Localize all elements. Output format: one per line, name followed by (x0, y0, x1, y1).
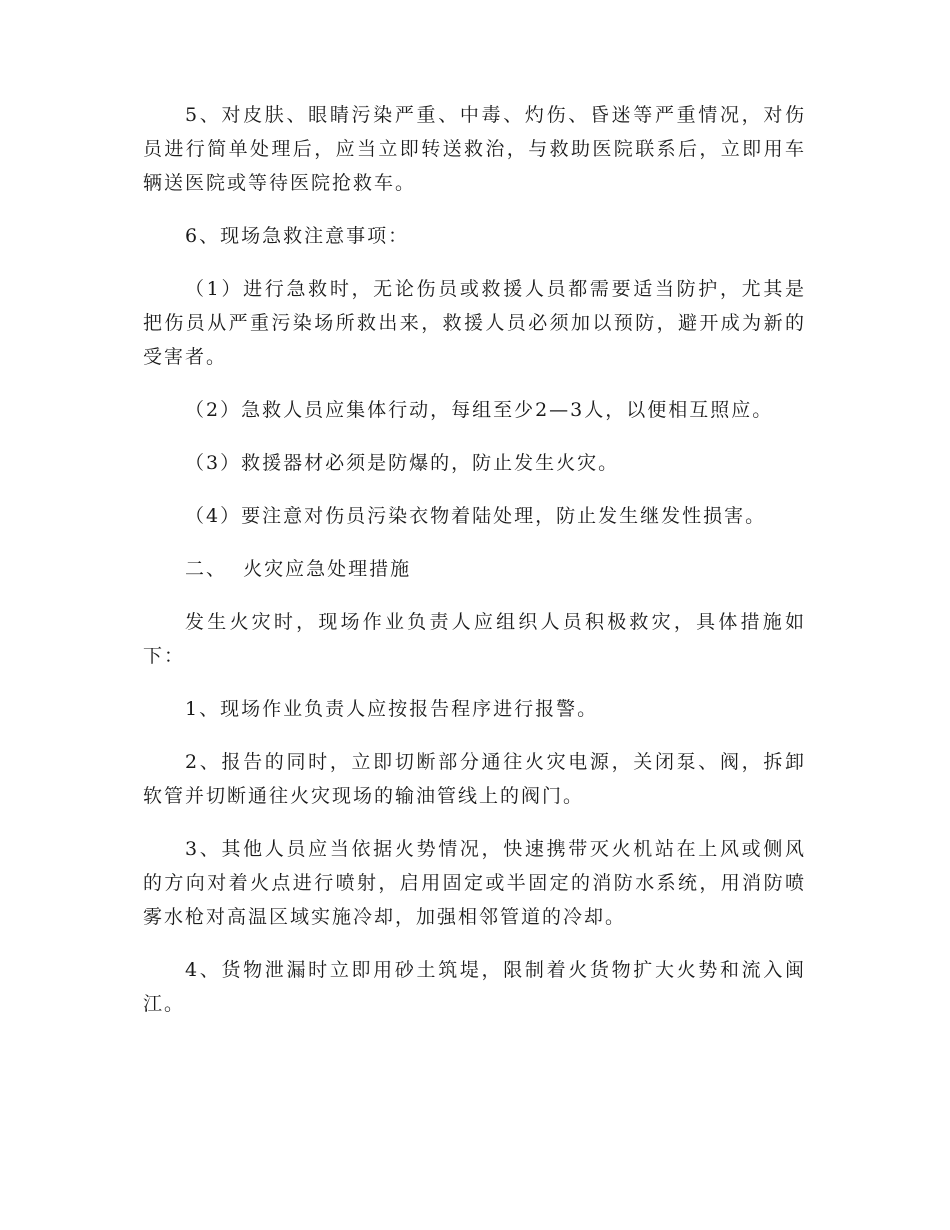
paragraph-fire-intro: 发生火灾时，现场作业负责人应组织人员积极救灾，具体措施如下： (143, 611, 806, 667)
paragraph-fire-step-4: 4、货物泄漏时立即用砂土筑堤，限制着火货物扩大火势和流入闽江。 (143, 959, 806, 1015)
paragraph-subitem-4: （4）要注意对伤员污染衣物着陆处理，防止发生继发性损害。 (185, 505, 767, 527)
paragraph-subitem-2: （2）急救人员应集体行动，每组至少2—3人，以便相互照应。 (185, 399, 774, 421)
section-heading-fire: 二、 火灾应急处理措施 (185, 558, 412, 580)
paragraph-fire-step-3: 3、其他人员应当依据火势情况，快速携带灭火机站在上风或侧风的方向对着火点进行喷射，启用固定或半固定的消防水系统，用消防喷雾水枪对高温区域实施冷却，加强相邻管道的冷却。 (143, 838, 806, 928)
paragraph-item-6: 6、现场急救注意事项： (185, 225, 410, 247)
paragraph-subitem-1: （1）进行急救时，无论伤员或救援人员都需要适当防护，尤其是把伤员从严重污染场所救出来，救援人员必须加以预防，避开成为新的受害者。 (143, 278, 806, 368)
document-body (143, 98, 806, 1040)
paragraph-fire-step-1: 1、现场作业负责人应按报告程序进行报警。 (185, 698, 599, 720)
paragraph-subitem-3: （3）救援器材必须是防爆的，防止发生火灾。 (185, 452, 620, 474)
paragraph-fire-step-2: 2、报告的同时，立即切断部分通往火灾电源，关闭泵、阀，拆卸软管并切断通往火灾现场的输油管线上的阀门。 (143, 751, 806, 807)
paragraph-item-5: 5、对皮肤、眼睛污染严重、中毒、灼伤、昏迷等严重情况，对伤员进行简单处理后，应当立即转送救治，与救助医院联系后，立即用车辆送医院或等待医院抢救车。 (143, 104, 806, 194)
